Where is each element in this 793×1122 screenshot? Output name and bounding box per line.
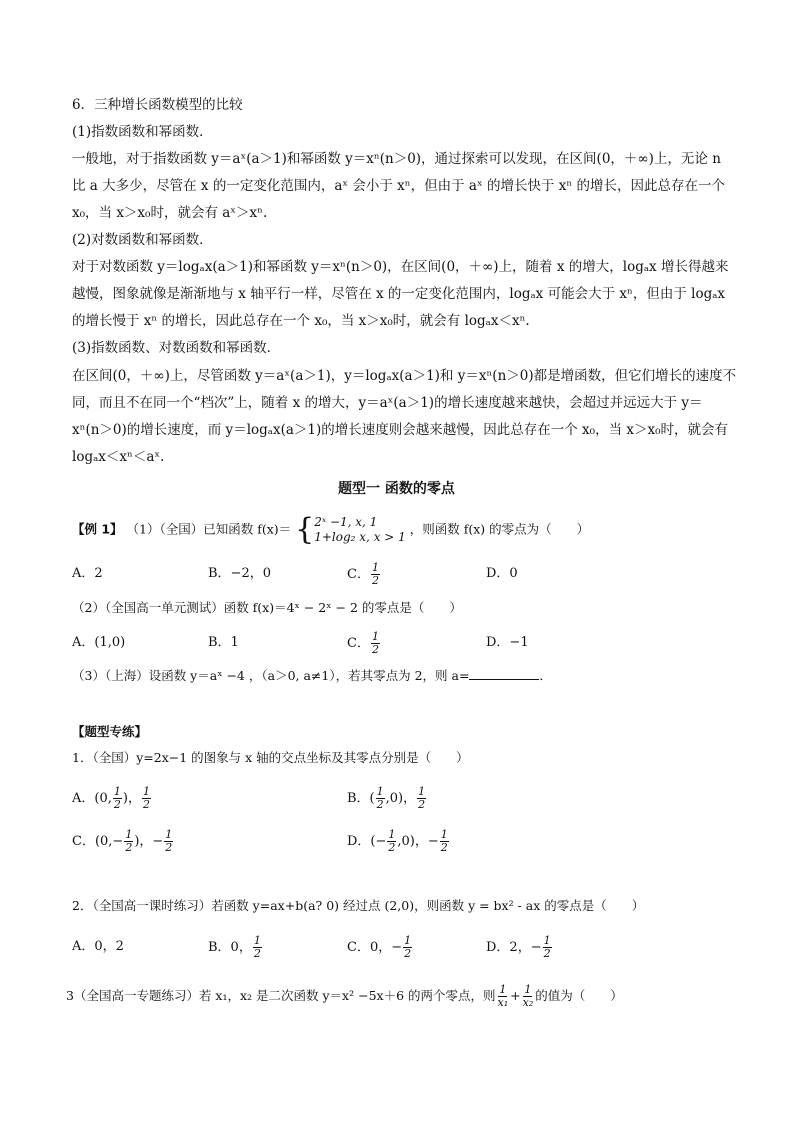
option-a[interactable]: A．(1,0): [72, 635, 126, 650]
fraction: $\frac{1}{2}$: [388, 828, 396, 854]
section-title: 题型一 函数的零点: [338, 481, 455, 497]
paragraph-line: 同，而且不在同一个“档次”上，随着 x 的增大，y＝aˣ(a＞1)的增长速度越来越快，会超过并远远大于 y＝: [72, 395, 703, 411]
option-a[interactable]: A．2: [72, 566, 103, 581]
option-c[interactable]: C．(0,− $\frac{1}{2}$ )，− $\frac{1}{2}$: [72, 828, 173, 854]
fraction: $\frac{1}{2}$: [376, 785, 384, 811]
fraction: $\frac{1}{\text{x₁}}$: [497, 983, 509, 1009]
section-heading: 6．三种增长函数模型的比较: [72, 97, 243, 113]
paragraph-line: 一般地，对于指数函数 y＝aˣ(a＞1)和幂函数 y＝xⁿ(n＞0)，通过探索可以发现，在区间(0，＋∞)上，无论 n: [72, 151, 721, 167]
option-c[interactable]: C．0，− $\frac{1}{2}$: [347, 934, 412, 960]
question-text: （1）（全国）已知函数 f(x)＝: [126, 521, 292, 537]
option-b[interactable]: B．1: [208, 635, 239, 650]
fraction: $\frac{1}{2}$: [371, 561, 379, 587]
fraction: $\frac{1}{2}$: [125, 828, 133, 854]
fraction: $\frac{1}{2}$: [404, 934, 412, 960]
paragraph-line: logₐx＜xⁿ＜aˣ.: [72, 449, 165, 465]
option-a[interactable]: A．0，2: [72, 939, 124, 954]
practice-question-1: 1．（全国）y=2x−1 的图象与 x 轴的交点坐标及其零点分别是（ ）: [72, 750, 469, 765]
fraction: $\frac{1}{2}$: [253, 934, 261, 960]
answer-blank[interactable]: [469, 667, 539, 680]
paragraph-line: x₀，当 x＞x₀时，就会有 aˣ＞xⁿ.: [72, 205, 268, 221]
practice-title: 【题型专练】: [72, 724, 148, 739]
fraction: $\frac{1}{2}$: [142, 785, 150, 811]
option-d[interactable]: D．−1: [486, 635, 529, 650]
fraction: $\frac{1}{2}$: [543, 934, 551, 960]
fraction: $\frac{1}{2}$: [371, 630, 379, 656]
paragraph-line: 越慢，图象就像是渐渐地与 x 轴平行一样，尽管在 x 的一定变化范围内，logₐx 可能会大于 xⁿ，但由于 logₐx: [72, 286, 726, 302]
question-text: ，则函数 f(x) 的零点为（ ）: [409, 521, 590, 537]
example-1-question-3: （3）（上海）设函数 y＝aˣ −4 ，（a＞0, a≠1），若其零点为 2，则 a= ．: [72, 668, 552, 683]
subheading-3: (3)指数函数、对数函数和幂函数．: [72, 340, 281, 356]
fraction: $\frac{1}{2}$: [440, 828, 448, 854]
brace-symbol: {: [295, 512, 315, 547]
example-1-question-1: [72, 512, 590, 547]
option-b[interactable]: B．−2，0: [208, 566, 271, 581]
case-2: 1+log₂ x, x > 1: [314, 530, 406, 544]
fraction: $\frac{1}{2}$: [418, 785, 426, 811]
fraction: $\frac{1}{2}$: [165, 828, 173, 854]
case-1: 2ˣ −1, x, 1: [314, 515, 378, 529]
piecewise-function: [295, 512, 406, 547]
option-d[interactable]: D．(− $\frac{1}{2}$ ,0)，− $\frac{1}{2}$: [347, 828, 448, 854]
practice-question-3: 3（全国高一专题练习）若 x₁，x₂ 是二次函数 y＝x² −5x＋6 的两个零点，则 $\frac{1}{\text{x₁}}$ + $\frac{1}{\text{x₂}}$ 的值为（ ）: [66, 983, 623, 1009]
option-a[interactable]: A．(0, $\frac{1}{2}$ )， $\frac{1}{2}$: [72, 785, 150, 811]
example-label: 【例 1】: [72, 521, 123, 537]
option-b[interactable]: B．( $\frac{1}{2}$ ,0)， $\frac{1}{2}$: [347, 785, 426, 811]
option-d[interactable]: D．2，− $\frac{1}{2}$: [486, 934, 551, 960]
subheading-2: (2)对数函数和幂函数．: [72, 232, 213, 248]
option-c[interactable]: C． $\frac{1}{2}$: [347, 561, 379, 587]
paragraph-line: 对于对数函数 y＝logₐx(a＞1)和幂函数 y＝xⁿ(n＞0)，在区间(0，＋∞)上，随着 x 的增大，logₐx 增长得越来: [72, 259, 729, 275]
option-d[interactable]: D．0: [486, 566, 518, 581]
example-1-question-2: （2）（全国高一单元测试）函数 f(x)＝4ˣ − 2ˣ − 2 的零点是（ ）: [72, 600, 462, 615]
paragraph-line: xⁿ(n＞0)的增长速度，而 y＝logₐx(a＞1)的增长速度则会越来越慢，因此总存在一个 x₀，当 x＞x₀时，就会有: [72, 422, 729, 438]
practice-question-2: 2．（全国高一课时练习）若函数 y=ax+b(a? 0) 经过点 (2,0)，则函数 y = bx² - ax 的零点是（ ）: [72, 898, 645, 913]
paragraph-line: 比 a 大多少，尽管在 x 的一定变化范围内，aˣ 会小于 xⁿ，但由于 aˣ 的增长快于 xⁿ 的增长，因此总存在一个: [72, 178, 726, 194]
fraction: $\frac{1}{2}$: [113, 785, 121, 811]
option-c[interactable]: C． $\frac{1}{2}$: [347, 630, 379, 656]
subheading-1: (1)指数函数和幂函数．: [72, 124, 213, 140]
paragraph-line: 在区间(0，＋∞)上，尽管函数 y＝aˣ(a＞1)，y＝logₐx(a＞1)和 y＝xⁿ(n＞0)都是增函数，但它们增长的速度不: [72, 368, 737, 384]
option-b[interactable]: B．0， $\frac{1}{2}$: [208, 934, 261, 960]
fraction: $\frac{1}{\text{x₂}}$: [522, 983, 534, 1009]
paragraph-line: 的增长慢于 xⁿ 的增长，因此总存在一个 x₀，当 x＞x₀时，就会有 logₐx＜xⁿ.: [72, 313, 530, 329]
